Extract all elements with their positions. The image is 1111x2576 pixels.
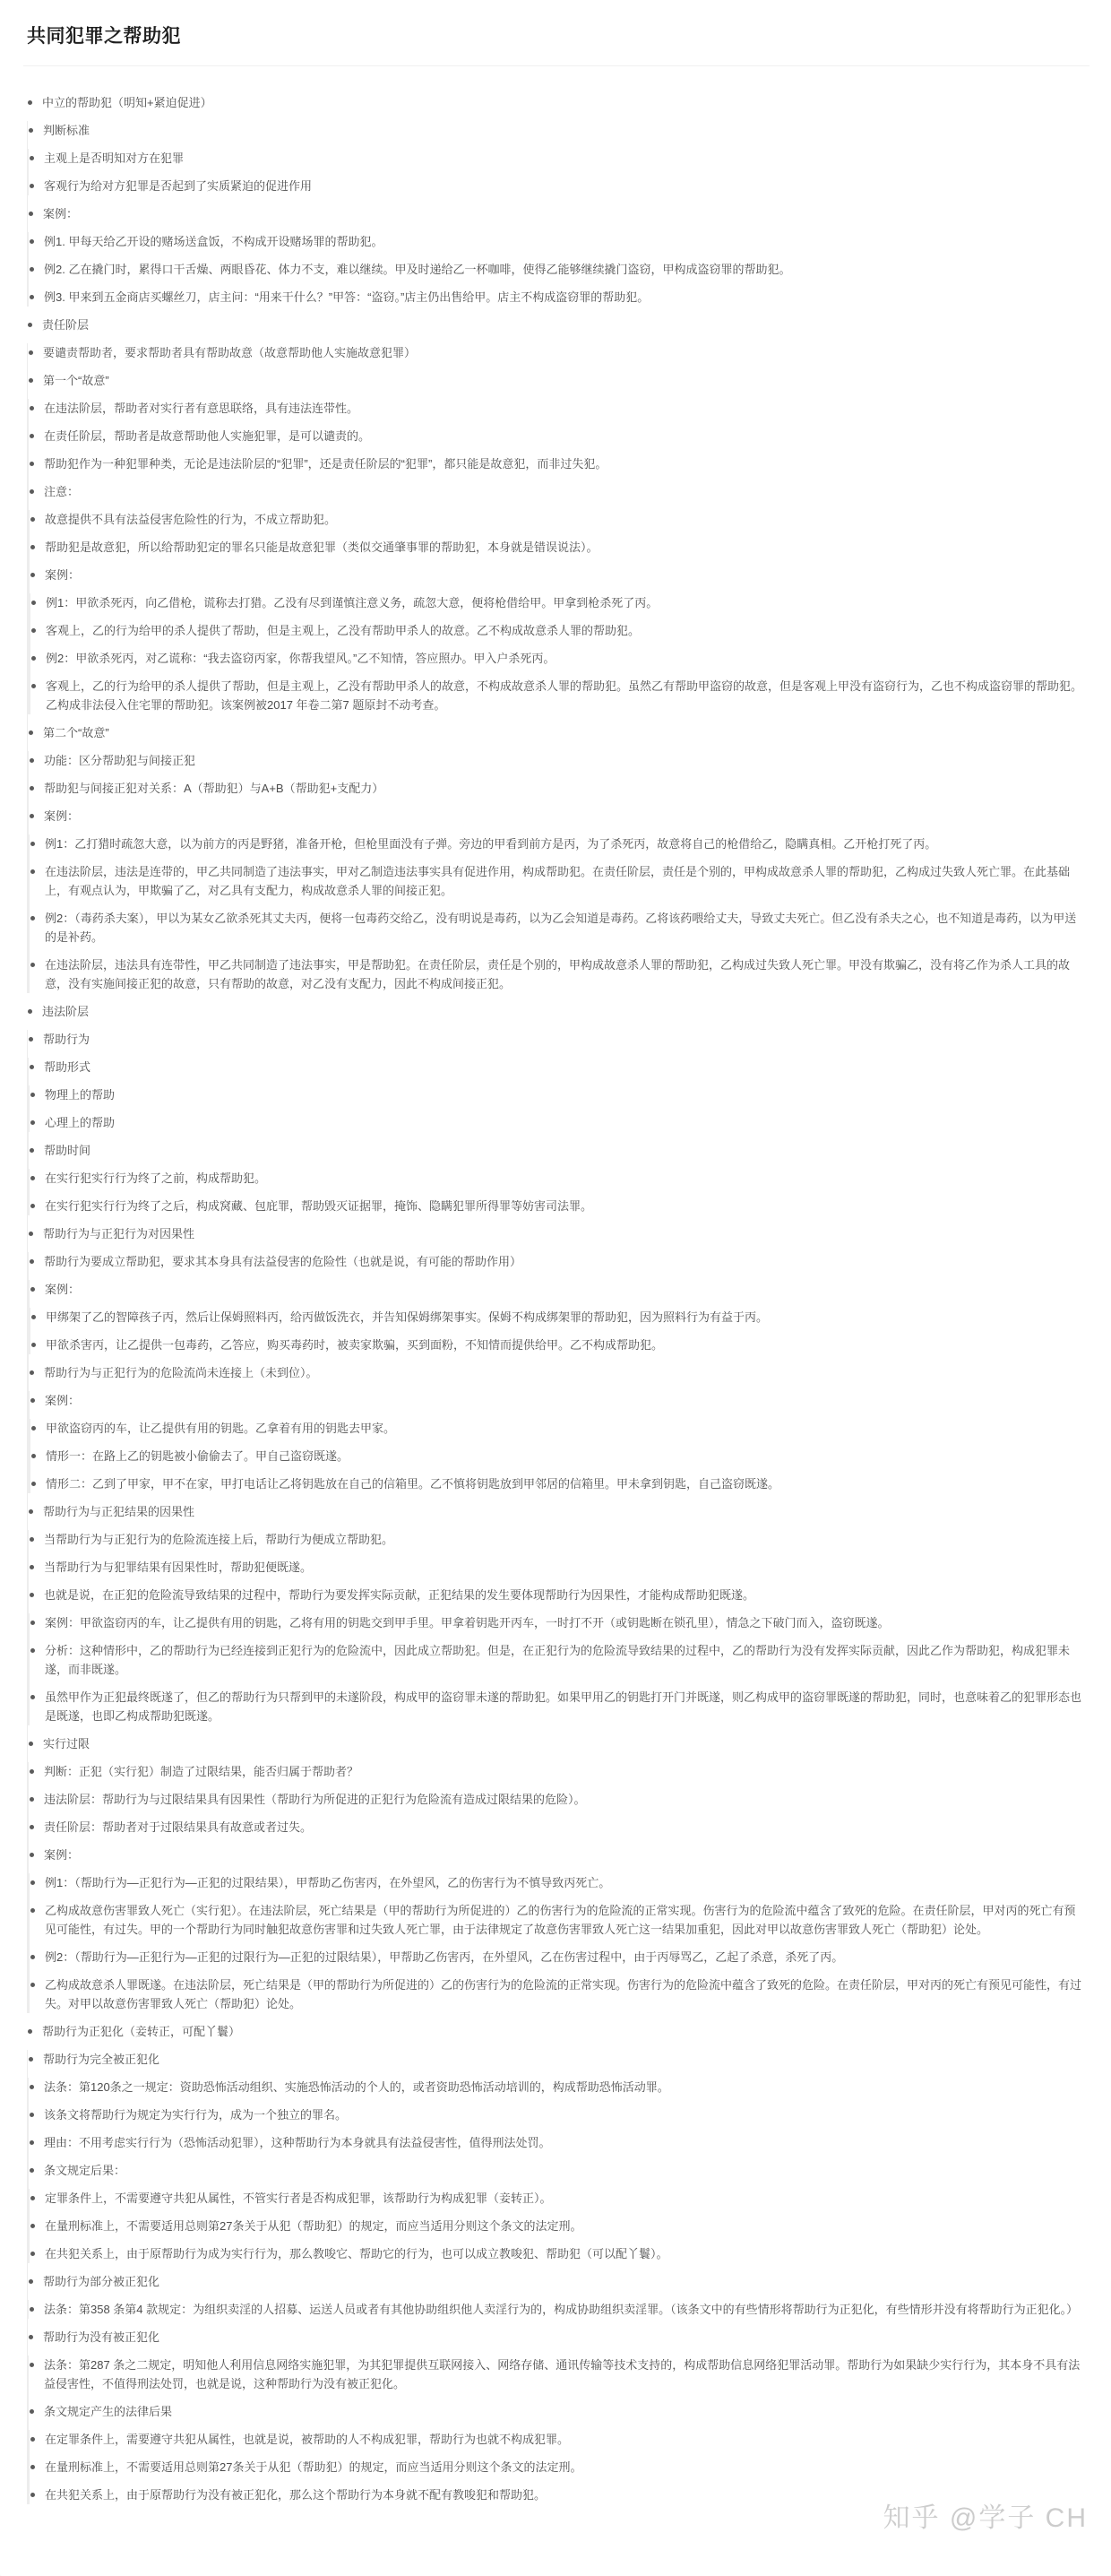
outline-item — [30, 1419, 1086, 1438]
bullet-icon — [29, 128, 33, 133]
outline-item — [30, 2430, 1086, 2449]
bullet-icon — [30, 1695, 35, 1699]
bullet-icon — [30, 1880, 35, 1885]
outline-item — [28, 2272, 1086, 2319]
outline-text: 在定罪条件上，需要遵守共犯从属性，也就是说，被帮助的人不构成犯罪，帮助行为也就不构成犯罪。 — [45, 2433, 570, 2446]
outline-text: 该条文将帮助行为规定为实行行为，成为一个独立的罪名。 — [44, 2108, 348, 2122]
outline-item — [30, 649, 1086, 668]
page-title: 共同犯罪之帮助犯 — [27, 26, 181, 47]
outline-text: 在共犯关系上，由于原帮助行为没有被正犯化，那么这个帮助行为本身就不配有教唆犯和帮助犯。 — [45, 2488, 547, 2502]
outline-item — [29, 1846, 1086, 2013]
outline-text: 案例： — [45, 568, 81, 582]
outline-item — [29, 1252, 1086, 1354]
bullet-icon — [29, 1232, 33, 1236]
bullet-icon — [29, 730, 33, 735]
bullet-icon — [29, 1037, 33, 1042]
outline-item — [28, 1030, 1086, 1215]
bullet-icon — [30, 1204, 35, 1208]
bullet-icon — [30, 1148, 34, 1153]
title-divider — [23, 65, 1089, 66]
bullet-icon — [28, 1009, 32, 1014]
bullet-icon — [30, 869, 35, 874]
outline-item — [29, 149, 1086, 168]
outline-text: 乙构成故意伤害罪致人死亡（实行犯）。在违法阶层，死亡结果是（甲的帮助行为所促进的）乙的伤害行为的危险流的正常实现。伤害行为的危险流中蕴含了致死的危险。在责任阶层，甲对丙的死亡有预见可能性，有过失。甲的一个帮助行为同时触犯故意伤害罪和过失致人死亡罪，由于法律规定了故意伤害罪致人死亡这一结果加重犯，因此对甲以故意伤害罪致人死亡（帮助犯）论处。 — [45, 1904, 1076, 1936]
bullet-icon — [30, 963, 35, 967]
outline-text: 情形二：乙到了甲家，甲不在家，甲打电话让乙将钥匙放在自己的信箱里。乙不慎将钥匙放到甲邻居的信箱里。甲未拿到钥匙，自己盗窃既遂。 — [46, 1477, 780, 1491]
outline-text: 案例： — [45, 1283, 81, 1296]
zhihu-watermark: 知乎 @学子 CH — [883, 2503, 1088, 2533]
outline-text: 乙构成故意杀人罪既遂。在违法阶层，死亡结果是（甲的帮助行为所促进的）乙的伤害行为的危险流的正常实现。伤害行为的危险流中蕴含了致死的危险。在责任阶层，甲对丙的死亡有预见可能性，有过失。对甲以故意伤害罪致人死亡（帮助犯）论处。 — [45, 1978, 1082, 2010]
bullet-icon — [30, 267, 34, 272]
outline-text: 帮助犯作为一种犯罪种类，无论是违法阶层的“犯罪”，还是责任阶层的“犯罪”，都只能是故意犯，而非过失犯。 — [44, 457, 607, 471]
outline-item — [30, 566, 1086, 714]
outline-text: 功能：区分帮助犯与间接正犯 — [44, 754, 196, 767]
bullet-icon — [30, 573, 35, 577]
outline-item — [30, 1280, 1086, 1354]
outline-text: 在实行犯实行行为终了之后，构成窝藏、包庇罪，帮助毁灭证据罪，掩饰、隐瞒犯罪所得罪等妨害司法罪。 — [45, 1199, 593, 1213]
outline-text: 帮助行为正犯化（妾转正，可配丫鬟） — [42, 2025, 241, 2038]
outline-text: 当帮助行为与正犯行为的危险流连接上后，帮助行为便成立帮助犯。 — [44, 1533, 394, 1546]
outline-text: 甲绑架了乙的智障孩子丙，然后让保姆照料丙，给丙做饭洗衣，并告知保姆绑架事实。保姆不构成绑架罪的帮助犯，因为照料行为有益于丙。 — [46, 1310, 769, 1324]
outline-item — [30, 538, 1086, 557]
bullet-icon — [30, 1648, 35, 1653]
outline-text: 帮助犯是故意犯，所以给帮助犯定的罪名只能是故意犯罪（类似交通肇事罪的帮助犯，本身就是错误说法）。 — [45, 540, 599, 554]
outline-item — [30, 1688, 1086, 1725]
bullet-icon — [30, 239, 34, 244]
outline-item — [29, 1530, 1086, 1549]
outline-item — [27, 316, 1086, 993]
outline-text: 案例： — [45, 1394, 81, 1407]
outline-text: 法条：第120条之一规定：资助恐怖活动组织、实施恐怖活动的个人的，或者资助恐怖活动培训的，构成帮助恐怖活动罪。 — [44, 2080, 669, 2094]
outline-item — [30, 2189, 1086, 2208]
outline-item — [30, 862, 1086, 900]
outline-item — [29, 1818, 1086, 1837]
bullet-icon — [29, 378, 33, 383]
bullet-icon — [29, 1509, 33, 1514]
bullet-icon — [30, 1176, 35, 1180]
bullet-icon — [30, 1287, 35, 1292]
bullet-icon — [30, 489, 34, 494]
outline-text: 在责任阶层，帮助者是故意帮助他人实施犯罪，是可以谴责的。 — [44, 429, 371, 443]
outline-item — [28, 343, 1086, 362]
outline-item — [28, 2328, 1086, 2504]
bullet-icon — [30, 786, 34, 791]
outline-text: 中立的帮助犯（明知+紧迫促进） — [42, 96, 212, 109]
outline-item — [29, 2356, 1086, 2393]
bullet-icon — [30, 1769, 34, 1774]
bullet-icon — [29, 212, 33, 216]
outline-item — [27, 93, 1086, 307]
outline-text: 在实行犯实行行为终了之前，构成帮助犯。 — [45, 1171, 267, 1185]
bullet-icon — [30, 814, 34, 818]
outline-text: 帮助犯与间接正犯对关系：A（帮助犯）与A+B（帮助犯+支配力） — [44, 782, 384, 795]
bullet-icon — [30, 1983, 35, 1987]
bullet-icon — [30, 2085, 34, 2089]
outline-text: 客观行为给对方犯罪是否起到了实质紧迫的促进作用 — [44, 179, 313, 193]
bullet-icon — [30, 1065, 34, 1069]
outline-item — [27, 2022, 1086, 2504]
outline-item — [29, 260, 1086, 279]
outline-text: 例2：（帮助行为—正犯行为—正犯的过限行为—正犯的过限结果），甲帮助乙伤害丙，在外望风，乙在伤害过程中，由于丙辱骂乙，乙起了杀意，杀死了丙。 — [45, 1950, 844, 1964]
outline-item — [30, 834, 1086, 853]
outline-item — [29, 2402, 1086, 2504]
outline-item — [29, 1058, 1086, 1132]
bullet-icon — [30, 2493, 35, 2497]
bullet-icon — [31, 656, 36, 661]
outline-text: 法条：第358 条第4 款规定：为组织卖淫的人招募、运送人员或者有其他协助组织他人卖淫行为的，构成协助组织卖淫罪。（该条文中的有些情形将帮助行为正犯化，有些情形并没有将帮助行为正犯化。） — [44, 2303, 1079, 2316]
outline-text: 理由：不用考虑实行行为（恐怖活动犯罪），这种帮助行为本身就具有法益侵害性，值得刑法处罚。 — [44, 2136, 551, 2149]
outline-text: 当帮助行为与犯罪结果有因果性时，帮助犯便既遂。 — [44, 1560, 313, 1574]
outline-text: 要谴责帮助者，要求帮助者具有帮助故意（故意帮助他人实施故意犯罪） — [43, 346, 417, 359]
bullet-icon — [30, 2224, 35, 2228]
bullet-icon — [29, 350, 33, 355]
bullet-icon — [30, 1621, 35, 1625]
outline-text: 在共犯关系上，由于原帮助行为成为实行行为，那么教唆它、帮助它的行为，也可以成立教唆犯、帮助犯（可以配丫鬟）。 — [45, 2247, 668, 2260]
outline-item — [29, 2133, 1086, 2152]
outline-item — [29, 288, 1086, 307]
bullet-icon — [30, 1955, 35, 1959]
outline-text: 客观上，乙的行为给甲的杀人提供了帮助，但是主观上，乙没有帮助甲杀人的故意，不构成故意杀人罪的帮助犯。虽然乙有帮助甲盗窃的故意，但是客观上甲没有盗窃行为，乙也不构成盗窃罪的帮助犯。乙构成非法侵入住宅罪的帮助犯。该案例被2017 年卷二第7 题原封不动考查。 — [46, 679, 1083, 712]
outline-item — [28, 1734, 1086, 2013]
outline-text: 分析：这种情形中，乙的帮助行为已经连接到正犯行为的危险流中，因此成立帮助犯。但是，在正犯行为的危险流导致结果的过程中，乙的帮助行为没有发挥实际贡献，因此乙作为帮助犯，构成犯罪未遂，而非既遂。 — [45, 1644, 1071, 1676]
outline-item — [30, 1873, 1086, 1892]
outline-text: 心理上的帮助 — [45, 1116, 116, 1129]
bullet-icon — [30, 2437, 35, 2442]
outline-item — [30, 1975, 1086, 2013]
outline-text: 在量刑标准上，不需要适用总则第27条关于从犯（帮助犯）的规定，而应当适用分则这个条文的法定刑。 — [45, 2460, 582, 2474]
outline-item — [30, 1197, 1086, 1215]
outline-item — [29, 807, 1086, 993]
bullet-icon — [30, 406, 34, 411]
bullet-icon — [30, 1565, 34, 1569]
bullet-icon — [30, 2168, 34, 2173]
outline-text: 第二个“故意” — [43, 726, 109, 739]
outline-text: 条文规定后果： — [44, 2164, 126, 2177]
outline-item — [30, 1641, 1086, 1679]
outline-item — [29, 2105, 1086, 2124]
bullet-icon — [31, 601, 36, 605]
outline-text: 帮助行为与正犯行为对因果性 — [43, 1227, 195, 1240]
outline-item — [30, 1085, 1086, 1104]
outline-item — [30, 510, 1086, 529]
outline-text: 案例： — [44, 1848, 80, 1862]
bullet-icon — [28, 323, 32, 327]
outline-item — [30, 1613, 1086, 1632]
outline-item — [30, 1308, 1086, 1327]
outline-text: 例2. 乙在撬门时，累得口干舌燥、两眼昏花、体力不支，难以继续。甲及时递给乙一杯咖啡，使得乙能够继续撬门盗窃，甲构成盗窃罪的帮助犯。 — [44, 263, 791, 276]
bullet-icon — [30, 1593, 34, 1597]
outline-text: 案例： — [43, 207, 79, 220]
bullet-icon — [30, 758, 34, 763]
bullet-icon — [29, 2279, 33, 2284]
outline-item — [30, 2458, 1086, 2477]
outline-text: 也就是说，在正犯的危险流导致结果的过程中，帮助行为要发挥实际贡献，正犯结果的发生要体现帮助行为因果性，才能构成帮助犯既遂。 — [44, 1588, 755, 1602]
bullet-icon — [30, 2196, 35, 2200]
bullet-icon — [30, 517, 35, 522]
bullet-icon — [30, 916, 35, 921]
bullet-icon — [30, 2252, 35, 2256]
bullet-icon — [30, 295, 34, 299]
bullet-icon — [30, 1908, 35, 1913]
outline-item — [28, 121, 1086, 195]
bullet-icon — [30, 1398, 35, 1403]
bullet-icon — [30, 2140, 34, 2145]
outline-item — [29, 2078, 1086, 2096]
outline-text: 帮助行为没有被正犯化 — [43, 2330, 160, 2344]
bullet-icon — [31, 684, 36, 688]
bullet-icon — [31, 1343, 36, 1347]
outline-text: 在违法阶层，违法具有连带性，甲乙共同制造了违法事实，甲是帮助犯。在责任阶层，责任是个别的，甲构成故意杀人罪的帮助犯，乙构成过失致人死亡罪。甲没有欺骗乙，没有将乙作为杀人工具的故意，没有实施间接正犯的故意，只有帮助的故意，对乙没有支配力，因此不构成间接正犯。 — [45, 958, 1071, 990]
bullet-icon — [31, 1454, 36, 1458]
outline-item — [28, 204, 1086, 307]
bullet-icon — [30, 2409, 34, 2414]
outline-text: 例2：（毒药杀夫案），甲以为某女乙欲杀死其丈夫丙，便将一包毒药交给乙，没有明说是毒药，以为乙会知道是毒药。乙将该药喂给丈夫，导致丈夫死亡。但乙没有杀夫之心，也不知道是毒药，以为甲送的是补药。 — [45, 912, 1077, 944]
outline-item — [28, 371, 1086, 714]
bullet-icon — [28, 2029, 32, 2034]
outline-item — [30, 909, 1086, 947]
bullet-icon — [30, 1537, 34, 1542]
outline-item — [30, 621, 1086, 640]
outline-item — [30, 1113, 1086, 1132]
bullet-icon — [29, 2057, 33, 2062]
outline-item — [30, 1391, 1086, 1493]
bullet-icon — [30, 156, 34, 160]
outline-item — [28, 723, 1086, 993]
outline-item — [29, 1762, 1086, 1781]
bullet-icon — [30, 1093, 35, 1097]
bullet-icon — [30, 184, 34, 188]
outline-text: 定罪条件上，不需要遵守共犯从属性，不管实行者是否构成犯罪，该帮助行为构成犯罪（妾转正）。 — [45, 2191, 552, 2205]
outline-item — [28, 1502, 1086, 1725]
bullet-icon — [30, 1853, 34, 1857]
outline-item — [30, 2217, 1086, 2235]
bullet-icon — [31, 1426, 36, 1431]
outline-item — [29, 2161, 1086, 2263]
bullet-icon — [31, 628, 36, 633]
outline-text: 帮助行为要成立帮助犯，要求其本身具有法益侵害的危险性（也就是说，有可能的帮助作用） — [44, 1255, 522, 1268]
outline-item — [28, 1224, 1086, 1493]
bullet-icon — [30, 2113, 34, 2117]
outline-item — [30, 1169, 1086, 1188]
outline-text: 客观上，乙的行为给甲的杀人提供了帮助，但是主观上，乙没有帮助甲杀人的故意。乙不构成故意杀人罪的帮助犯。 — [46, 624, 641, 637]
outline-text: 情形一：在路上乙的钥匙被小偷偷去了。甲自己盗窃既遂。 — [46, 1449, 349, 1463]
outline-text: 例1. 甲每天给乙开设的赌场送盒饭，不构成开设赌场罪的帮助犯。 — [44, 235, 383, 248]
bullet-icon — [30, 1797, 34, 1802]
outline-item — [29, 1790, 1086, 1809]
outline-text: 在违法阶层，帮助者对实行者有意思联络，具有违法连带性。 — [44, 402, 359, 415]
outline-text: 注意： — [44, 485, 80, 498]
outline-text: 甲欲盗窃丙的车，让乙提供有用的钥匙。乙拿着有用的钥匙去甲家。 — [46, 1422, 396, 1435]
bullet-icon — [30, 2363, 34, 2367]
outline-item — [29, 1586, 1086, 1725]
outline-item — [30, 955, 1086, 993]
bullet-icon — [30, 2307, 34, 2312]
outline-text: 例1：甲欲杀死丙，向乙借枪，谎称去打猎。乙没有尽到谨慎注意义务，疏忽大意，便将枪借给甲。甲拿到枪杀死了丙。 — [46, 596, 659, 609]
outline-text: 例1：乙打猎时疏忽大意，以为前方的丙是野猪，准备开枪，但枪里面没有子弹。旁边的甲看到前方是丙，为了杀死丙，故意将自己的枪借给乙，隐瞒真相。乙开枪打死了丙。 — [45, 837, 937, 851]
outline-item — [30, 2244, 1086, 2263]
outline-item — [29, 751, 1086, 770]
bullet-icon — [28, 100, 32, 105]
outline-text: 责任阶层 — [42, 318, 90, 332]
outline-item — [30, 1336, 1086, 1354]
outline-text: 故意提供不具有法益侵害危险性的行为，不成立帮助犯。 — [45, 513, 337, 526]
outline-text: 责任阶层：帮助者对于过限结果具有故意或者过失。 — [44, 1820, 313, 1834]
outline-text: 帮助行为与正犯行为的危险流尚未连接上（未到位）。 — [44, 1366, 318, 1379]
outline-item — [30, 1474, 1086, 1493]
outline-text: 帮助行为完全被正犯化 — [43, 2053, 160, 2066]
outline-item — [29, 1363, 1086, 1493]
outline-text: 帮助时间 — [44, 1144, 91, 1157]
outline-text: 条文规定产生的法律后果 — [44, 2405, 173, 2418]
bullet-icon — [29, 2335, 33, 2339]
outline-item — [29, 399, 1086, 418]
bullet-icon — [30, 462, 34, 466]
outline-item — [29, 482, 1086, 714]
outline-text: 物理上的帮助 — [45, 1088, 116, 1102]
outline-text: 甲欲杀害丙，让乙提供一包毒药，乙答应，购买毒药时，被卖家欺骗，买到面粉，不知情而提供给甲。乙不构成帮助犯。 — [46, 1338, 664, 1352]
outline-text: 虽然甲作为正犯最终既遂了，但乙的帮助行为只帮到甲的未遂阶段，构成甲的盗窃罪未遂的帮助犯。如果甲用乙的钥匙打开门并既遂，则乙构成甲的盗窃罪既遂的帮助犯，同时，也意味着乙的犯罪形态也是既遂，也即乙构成帮助犯既遂。 — [45, 1690, 1082, 1723]
bullet-icon — [30, 1370, 34, 1375]
outline — [27, 93, 1086, 2504]
outline-text: 案例：甲欲盗窃丙的车，让乙提供有用的钥匙，乙将有用的钥匙交到甲手里。甲拿着钥匙开丙车，一时打不开（或钥匙断在锁孔里），情急之下破门而入，盗窃既遂。 — [45, 1616, 890, 1629]
outline-text: 违法阶层 — [42, 1005, 90, 1018]
outline-text: 帮助行为部分被正犯化 — [43, 2275, 160, 2288]
outline-text: 主观上是否明知对方在犯罪 — [44, 151, 185, 165]
outline-text: 违法阶层：帮助行为与过限结果具有因果性（帮助行为所促进的正犯行为危险流有造成过限结果的危险）。 — [44, 1793, 586, 1806]
outline-text: 判断标准 — [43, 124, 90, 137]
outline-text: 实行过限 — [43, 1737, 90, 1750]
outline-text: 法条：第287 条之二规定，明知他人利用信息网络实施犯罪，为其犯罪提供互联网接入、网络存储、通讯传输等技术支持的，构成帮助信息网络犯罪活动罪。帮助行为如果缺少实行行为，其本身不具有法益侵害性，不值得刑法处罚，也就是说，这种帮助行为没有被正犯化。 — [44, 2358, 1081, 2390]
outline-item — [29, 779, 1086, 798]
bullet-icon — [30, 1259, 34, 1264]
outline-text: 第一个“故意” — [43, 374, 109, 387]
bullet-icon — [29, 1742, 33, 1746]
outline-text: 在违法阶层，违法是连带的，甲乙共同制造了违法事实，甲对乙制造违法事实具有促进作用，构成帮助犯。在责任阶层，责任是个别的，甲构成故意杀人罪的帮助犯，乙构成过失致人死亡罪。在此基础上，有观点认为，甲欺骗了乙，对乙具有支配力，构成故意杀人罪的间接正犯。 — [45, 865, 1071, 897]
outline-item — [29, 177, 1086, 195]
outline-item — [29, 1141, 1086, 1215]
bullet-icon — [30, 1120, 35, 1125]
outline-item — [27, 1002, 1086, 2013]
bullet-icon — [31, 1482, 36, 1486]
outline-item — [30, 1948, 1086, 1967]
outline-text: 案例： — [44, 809, 80, 823]
outline-item — [30, 1447, 1086, 1465]
bullet-icon — [31, 1315, 36, 1319]
bullet-icon — [30, 842, 35, 846]
bullet-icon — [30, 1825, 34, 1829]
outline-item — [30, 1901, 1086, 1939]
bullet-icon — [30, 434, 34, 438]
outline-item — [29, 427, 1086, 445]
bullet-icon — [30, 2465, 35, 2469]
outline-item — [30, 593, 1086, 612]
outline-item — [28, 2050, 1086, 2263]
outline-item — [30, 677, 1086, 714]
outline-text: 在量刑标准上，不需要适用总则第27条关于从犯（帮助犯）的规定，而应当适用分则这个条文的法定刑。 — [45, 2219, 582, 2233]
outline-item — [29, 454, 1086, 473]
outline-text: 例2：甲欲杀死丙，对乙谎称：“我去盗窃丙家，你帮我望风。”乙不知情，答应照办。甲入户杀死丙。 — [46, 652, 556, 665]
outline-text: 帮助形式 — [44, 1060, 91, 1074]
outline-text: 帮助行为与正犯结果的因果性 — [43, 1505, 195, 1518]
outline-text: 例1：（帮助行为—正犯行为—正犯的过限结果），甲帮助乙伤害丙，在外望风，乙的伤害行为不慎导致丙死亡。 — [45, 1876, 611, 1889]
outline-text: 例3. 甲来到五金商店买螺丝刀，店主问：“用来干什么？”甲答：“盗窃。”店主仍出售给甲。店主不构成盗窃罪的帮助犯。 — [44, 290, 650, 304]
outline-text: 帮助行为 — [43, 1033, 90, 1046]
outline-text: 判断：正犯（实行犯）制造了过限结果，能否归属于帮助者？ — [44, 1765, 359, 1778]
bullet-icon — [30, 545, 35, 549]
outline-item — [29, 232, 1086, 251]
outline-item — [29, 1558, 1086, 1577]
outline-item — [29, 2300, 1086, 2319]
